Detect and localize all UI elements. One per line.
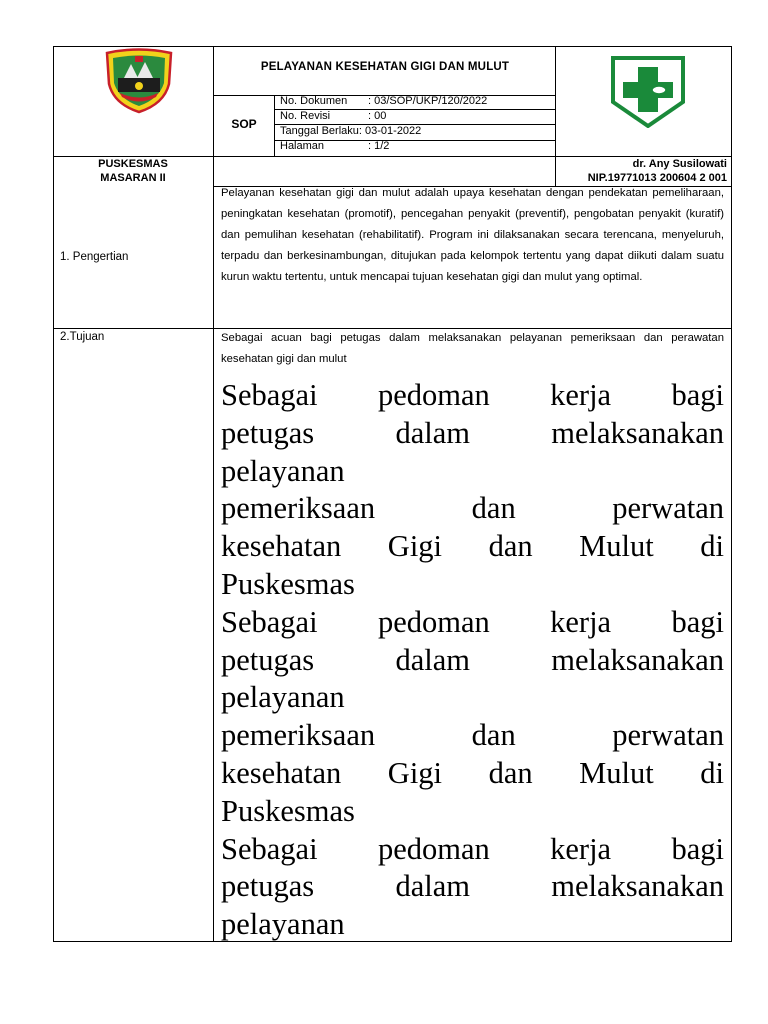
kepala-signature-block <box>557 157 727 185</box>
instansi-line-1: PUSKESMAS <box>98 158 168 170</box>
section-text-pengertian: Pelayanan kesehatan gigi dan mulut adalah upaya kesehatan dengan pendekatan pemeliharaan, peningkatan kesehatan (promotif), pencegahan penyakit (preventif), pengobatan penyakit (kuratif) dan pemulihan kesehatan (rehabilitatif). Program ini dilaksanakan secara terencana, menyeluruh, terpadu dan berkesinambungan, ditujukan pada kelompok tertentu yang dapat diikuti dalam suatu kurun waktu tertentu, untuk mencapai tujuan kesehatan gigi dan mulut yang optimal. <box>221 187 724 283</box>
puskesmas-logo-icon <box>609 56 687 128</box>
meta-key: No. Revisi <box>280 110 331 122</box>
meta-row-tanggal <box>280 125 421 137</box>
kepala-name: dr. Any Susilowati <box>632 158 727 170</box>
instansi-line-2: MASARAN II <box>100 172 166 184</box>
meta-key: No. Dokumen <box>280 95 348 107</box>
kepala-nip: NIP.19771013 200604 2 001 <box>587 172 727 184</box>
tujuan-line: kesehatan Gigi dan Mulut di <box>221 529 724 564</box>
table-border-top <box>53 46 732 47</box>
table-border-right <box>731 46 732 942</box>
tujuan-line: Sebagai pedoman kerja bagi <box>221 604 724 639</box>
tujuan-line: Sebagai pedoman kerja bagi <box>221 378 724 412</box>
meta-key: Halaman <box>280 140 325 152</box>
sop-divider <box>274 95 275 156</box>
tujuan-line: pelayanan <box>221 907 345 942</box>
tujuan-line: Puskesmas <box>221 793 355 828</box>
tujuan-line: pemeriksaan dan perwatan <box>221 491 724 526</box>
meta-row-halaman <box>280 140 389 152</box>
tujuan-line: pelayanan <box>221 453 345 488</box>
meta-value: : 03/SOP/UKP/120/2022 <box>368 95 488 107</box>
header-right-divider <box>555 46 556 186</box>
meta-value: 03-01-2022 <box>365 125 422 137</box>
sop-label: SOP <box>231 117 257 131</box>
tujuan-line: Puskesmas <box>221 566 355 601</box>
table-col-divider <box>213 46 214 942</box>
tujuan-line: pelayanan <box>221 680 345 715</box>
meta-value: : 1/2 <box>368 140 390 152</box>
tujuan-line: petugas dalam melaksanakan <box>221 642 724 677</box>
section-label-pengertian: 1. Pengertian <box>60 251 129 263</box>
document-title: PELAYANAN KESEHATAN GIGI DAN MULUT <box>260 61 510 73</box>
instansi-name <box>54 157 212 185</box>
section-text-tujuan: Sebagai acuan bagi petugas dalam melaksanakan pelayanan pemeriksaan dan perawatan kesehatan gigi dan mulut <box>221 332 724 365</box>
tujuan-line: petugas dalam melaksanakan <box>221 415 724 450</box>
tujuan-line: pemeriksaan dan perwatan <box>221 718 724 753</box>
meta-key: Tanggal Berlaku: <box>280 125 362 137</box>
meta-row-dokumen <box>280 95 487 107</box>
section-label-tujuan: 2.Tujuan <box>60 331 105 343</box>
regency-emblem-icon <box>104 48 174 114</box>
tujuan-line: kesehatan Gigi dan Mulut di <box>221 755 724 790</box>
meta-row-revisi <box>280 110 386 122</box>
tujuan-large-text-block <box>221 377 724 944</box>
tujuan-line: petugas dalam melaksanakan <box>221 869 724 904</box>
tujuan-line: Sebagai pedoman kerja bagi <box>221 831 724 866</box>
meta-value: : 00 <box>368 110 387 122</box>
